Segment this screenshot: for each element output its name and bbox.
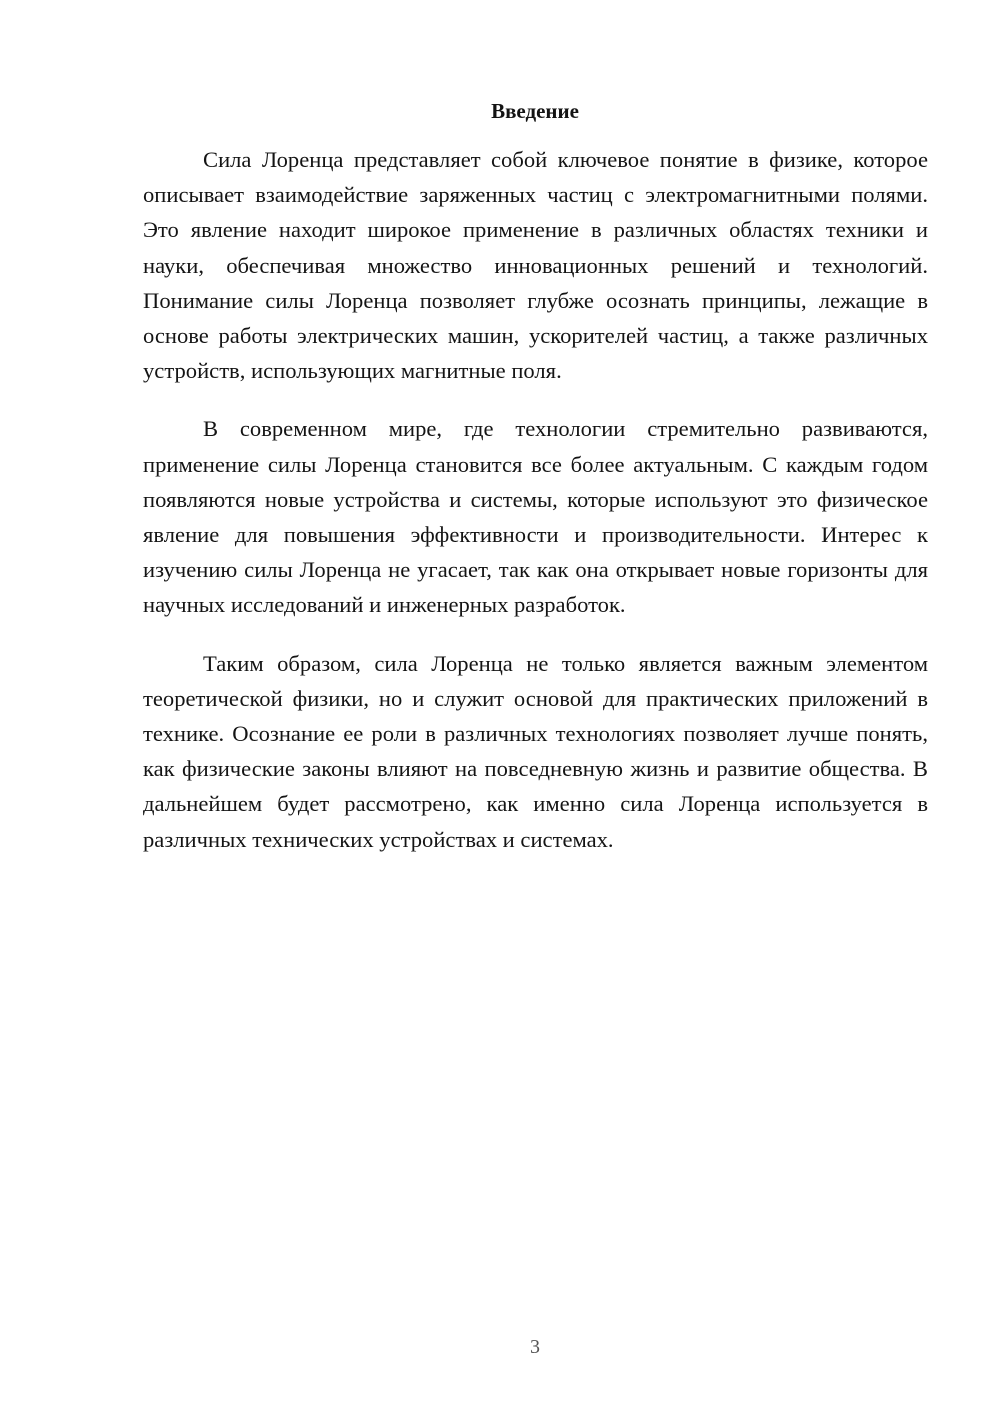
body-text — [143, 142, 928, 880]
page-number: 3 — [530, 1336, 540, 1358]
section-title: Введение — [491, 99, 579, 123]
paragraph-1: Сила Лоренца представляет собой ключевое понятие в физике, которое описывает взаимодействие заряженных частиц с электромагнитными полями. Это явление находит широкое применение в различных областях техники и науки, обеспечивая множество инновационных решений и технологий. Понимание силы Лоренца позволяет глубже осознать принципы, лежащие в основе работы электрических машин, ускорителей частиц, а также различных устройств, использующих магнитные поля. — [143, 147, 928, 384]
paragraph-3: Таким образом, сила Лоренца не только является важным элементом теоретической физики, но и служит основой для практических приложений в технике. Осознание ее роли в различных технологиях позволяет лучше понять, как физические законы влияют на повседневную жизнь и развитие общества. В дальнейшем будет рассмотрено, как именно сила Лоренца используется в различных технических устройствах и системах. — [143, 650, 928, 852]
paragraph-2: В современном мире, где технологии стремительно развиваются, применение силы Лоренца становится все более актуальным. С каждым годом появляются новые устройства и системы, которые используют это физическое явление для повышения эффективности и производительности. Интерес к изучению силы Лоренца не угасает, так как она открывает новые горизонты для научных исследований и инженерных разработок. — [143, 416, 928, 618]
